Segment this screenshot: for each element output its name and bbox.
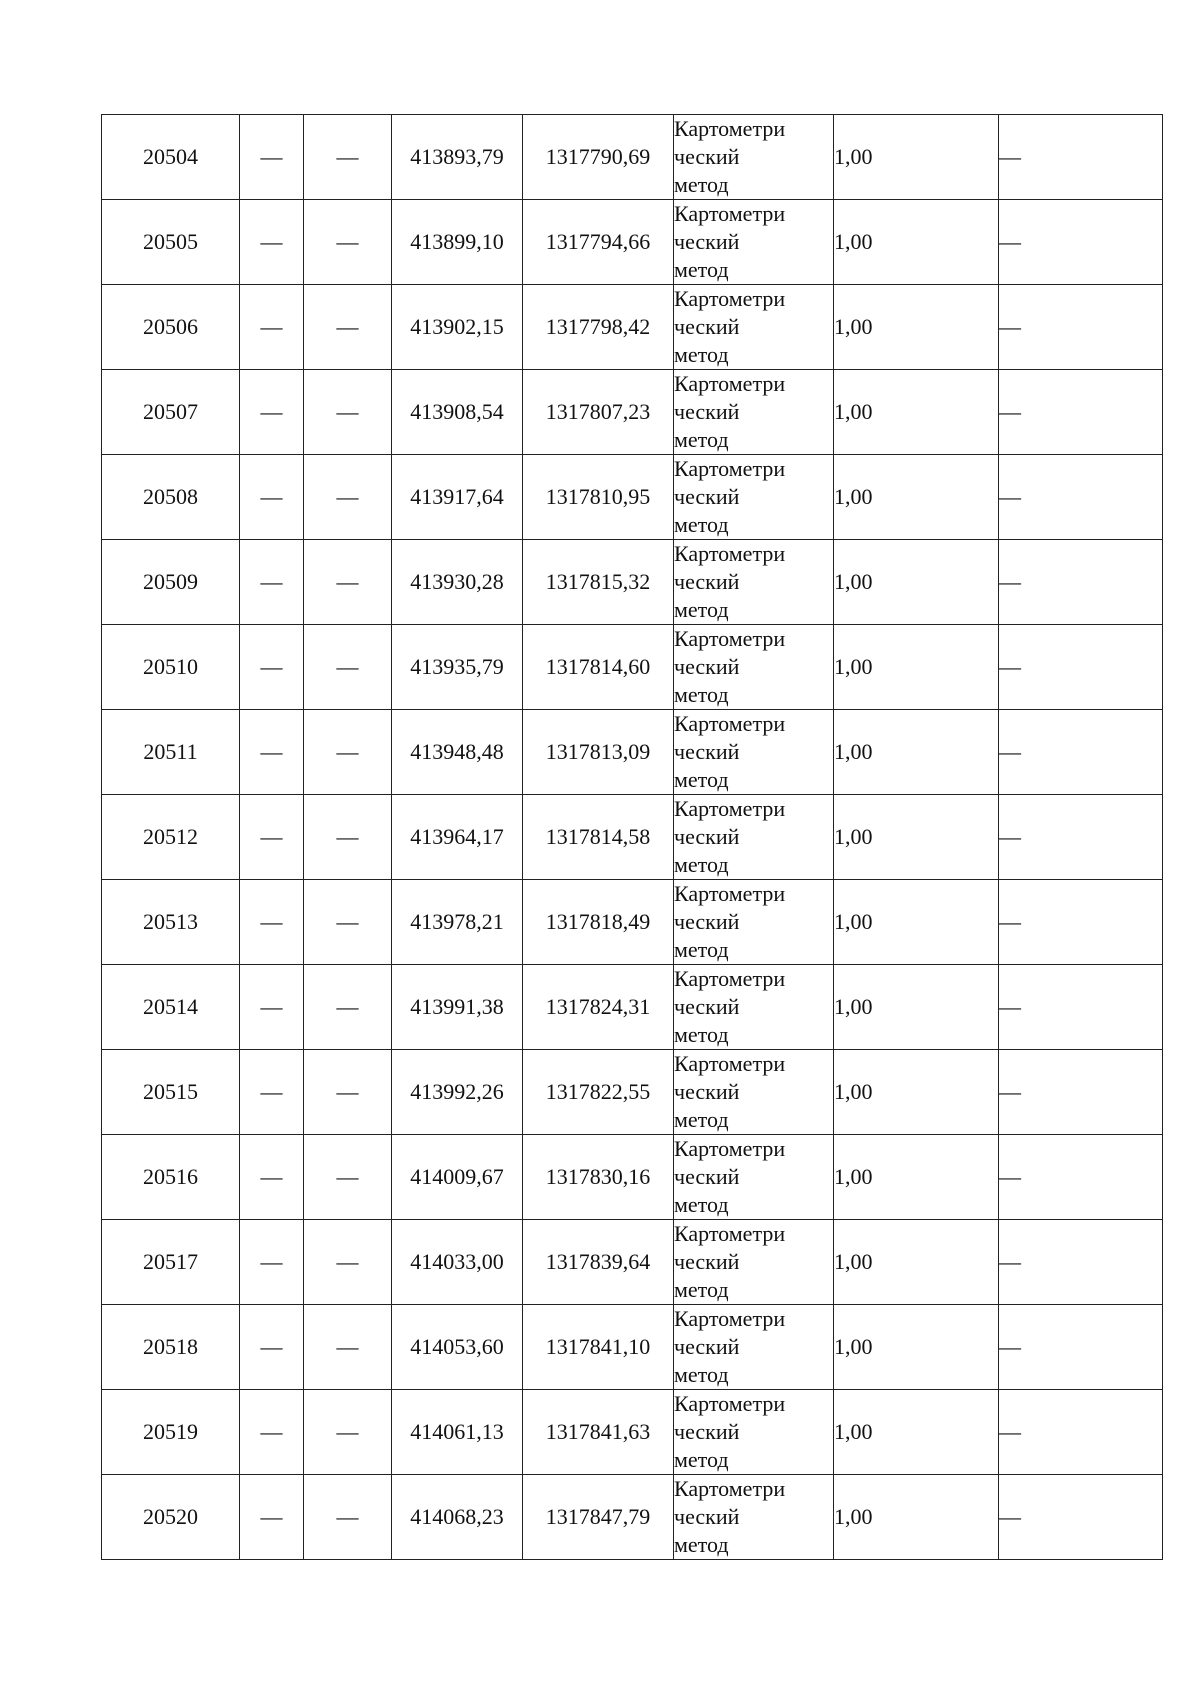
old-y-cell: — [304,1305,392,1390]
table-row [102,880,1163,965]
table-row [102,115,1163,200]
old-y-cell: — [304,625,392,710]
old-y-cell: — [304,455,392,540]
old-y-cell: — [304,1220,392,1305]
method-text: Картометри ческий метод [674,1306,786,1387]
x-coordinate-cell: 413991,38 [392,965,523,1050]
method-text: Картометри ческий метод [674,286,786,367]
accuracy-cell: 1,00 [834,1475,999,1560]
method-cell [674,285,834,370]
accuracy-cell: 1,00 [834,1220,999,1305]
y-coordinate-cell: 1317807,23 [523,370,674,455]
x-coordinate-cell: 413978,21 [392,880,523,965]
old-x-cell: — [240,1475,304,1560]
description-cell: — [999,710,1163,795]
old-x-cell: — [240,1135,304,1220]
description-cell: — [999,795,1163,880]
old-x-cell: — [240,1305,304,1390]
y-coordinate-cell: 1317814,58 [523,795,674,880]
accuracy-cell: 1,00 [834,285,999,370]
old-y-cell: — [304,1475,392,1560]
method-text: Картометри ческий метод [674,1221,786,1302]
y-coordinate-cell: 1317841,63 [523,1390,674,1475]
table-row [102,795,1163,880]
method-text: Картометри ческий метод [674,881,786,962]
description-cell: — [999,1475,1163,1560]
point-number-cell: 20513 [102,880,240,965]
accuracy-cell: 1,00 [834,370,999,455]
point-number-cell: 20507 [102,370,240,455]
table-row [102,285,1163,370]
table-row [102,455,1163,540]
point-number-cell: 20512 [102,795,240,880]
method-text: Картометри ческий метод [674,711,786,792]
accuracy-cell: 1,00 [834,625,999,710]
point-number-cell: 20505 [102,200,240,285]
old-y-cell: — [304,370,392,455]
description-cell: — [999,1390,1163,1475]
method-text: Картометри ческий метод [674,1051,786,1132]
method-cell [674,1050,834,1135]
point-number-cell: 20517 [102,1220,240,1305]
method-cell [674,710,834,795]
method-cell [674,370,834,455]
description-cell: — [999,965,1163,1050]
table-row [102,625,1163,710]
x-coordinate-cell: 414061,13 [392,1390,523,1475]
method-cell [674,1475,834,1560]
old-x-cell: — [240,1220,304,1305]
accuracy-cell: 1,00 [834,965,999,1050]
y-coordinate-cell: 1317813,09 [523,710,674,795]
old-y-cell: — [304,115,392,200]
method-cell [674,540,834,625]
x-coordinate-cell: 413902,15 [392,285,523,370]
table-row [102,1220,1163,1305]
point-number-cell: 20515 [102,1050,240,1135]
old-y-cell: — [304,710,392,795]
point-number-cell: 20519 [102,1390,240,1475]
method-cell [674,115,834,200]
table-row [102,200,1163,285]
table-row [102,965,1163,1050]
table-row [102,370,1163,455]
point-number-cell: 20510 [102,625,240,710]
old-y-cell: — [304,1135,392,1220]
y-coordinate-cell: 1317818,49 [523,880,674,965]
description-cell: — [999,1050,1163,1135]
old-x-cell: — [240,200,304,285]
point-number-cell: 20504 [102,115,240,200]
accuracy-cell: 1,00 [834,710,999,795]
y-coordinate-cell: 1317814,60 [523,625,674,710]
description-cell: — [999,625,1163,710]
old-y-cell: — [304,795,392,880]
x-coordinate-cell: 414053,60 [392,1305,523,1390]
method-text: Картометри ческий метод [674,1391,786,1472]
old-y-cell: — [304,1050,392,1135]
description-cell: — [999,285,1163,370]
accuracy-cell: 1,00 [834,1305,999,1390]
description-cell: — [999,1220,1163,1305]
y-coordinate-cell: 1317841,10 [523,1305,674,1390]
x-coordinate-cell: 413948,48 [392,710,523,795]
x-coordinate-cell: 413899,10 [392,200,523,285]
x-coordinate-cell: 414009,67 [392,1135,523,1220]
x-coordinate-cell: 413908,54 [392,370,523,455]
x-coordinate-cell: 413930,28 [392,540,523,625]
accuracy-cell: 1,00 [834,880,999,965]
table-row [102,540,1163,625]
old-x-cell: — [240,370,304,455]
description-cell: — [999,115,1163,200]
y-coordinate-cell: 1317824,31 [523,965,674,1050]
coordinates-table [101,114,1163,1560]
x-coordinate-cell: 414068,23 [392,1475,523,1560]
method-cell [674,965,834,1050]
accuracy-cell: 1,00 [834,115,999,200]
old-x-cell: — [240,880,304,965]
y-coordinate-cell: 1317830,16 [523,1135,674,1220]
method-text: Картометри ческий метод [674,541,786,622]
old-x-cell: — [240,710,304,795]
old-x-cell: — [240,1050,304,1135]
old-x-cell: — [240,1390,304,1475]
table-row [102,1050,1163,1135]
x-coordinate-cell: 414033,00 [392,1220,523,1305]
y-coordinate-cell: 1317798,42 [523,285,674,370]
old-y-cell: — [304,880,392,965]
method-text: Картометри ческий метод [674,456,786,537]
description-cell: — [999,1135,1163,1220]
method-text: Картометри ческий метод [674,1136,786,1217]
accuracy-cell: 1,00 [834,1390,999,1475]
method-cell [674,625,834,710]
accuracy-cell: 1,00 [834,455,999,540]
table-row [102,1390,1163,1475]
y-coordinate-cell: 1317810,95 [523,455,674,540]
point-number-cell: 20518 [102,1305,240,1390]
y-coordinate-cell: 1317794,66 [523,200,674,285]
y-coordinate-cell: 1317790,69 [523,115,674,200]
method-cell [674,795,834,880]
method-cell [674,200,834,285]
method-text: Картометри ческий метод [674,116,786,197]
x-coordinate-cell: 413935,79 [392,625,523,710]
old-y-cell: — [304,200,392,285]
method-cell [674,1220,834,1305]
old-y-cell: — [304,285,392,370]
point-number-cell: 20514 [102,965,240,1050]
method-cell [674,1305,834,1390]
method-text: Картометри ческий метод [674,796,786,877]
method-cell [674,1135,834,1220]
x-coordinate-cell: 413917,64 [392,455,523,540]
description-cell: — [999,200,1163,285]
method-text: Картометри ческий метод [674,966,786,1047]
method-cell [674,880,834,965]
accuracy-cell: 1,00 [834,1050,999,1135]
accuracy-cell: 1,00 [834,200,999,285]
description-cell: — [999,540,1163,625]
old-x-cell: — [240,285,304,370]
old-x-cell: — [240,965,304,1050]
accuracy-cell: 1,00 [834,1135,999,1220]
method-cell [674,1390,834,1475]
table-row [102,1305,1163,1390]
description-cell: — [999,370,1163,455]
point-number-cell: 20508 [102,455,240,540]
accuracy-cell: 1,00 [834,540,999,625]
y-coordinate-cell: 1317815,32 [523,540,674,625]
table-row [102,1135,1163,1220]
old-y-cell: — [304,965,392,1050]
old-y-cell: — [304,540,392,625]
point-number-cell: 20516 [102,1135,240,1220]
point-number-cell: 20509 [102,540,240,625]
old-x-cell: — [240,115,304,200]
x-coordinate-cell: 413992,26 [392,1050,523,1135]
old-y-cell: — [304,1390,392,1475]
method-text: Картометри ческий метод [674,626,786,707]
y-coordinate-cell: 1317822,55 [523,1050,674,1135]
table-row [102,710,1163,795]
x-coordinate-cell: 413893,79 [392,115,523,200]
method-cell [674,455,834,540]
table-body [102,115,1163,1560]
method-text: Картометри ческий метод [674,1476,786,1557]
point-number-cell: 20511 [102,710,240,795]
table-row [102,1475,1163,1560]
method-text: Картометри ческий метод [674,201,786,282]
old-x-cell: — [240,795,304,880]
description-cell: — [999,455,1163,540]
old-x-cell: — [240,455,304,540]
point-number-cell: 20520 [102,1475,240,1560]
accuracy-cell: 1,00 [834,795,999,880]
y-coordinate-cell: 1317847,79 [523,1475,674,1560]
x-coordinate-cell: 413964,17 [392,795,523,880]
description-cell: — [999,1305,1163,1390]
point-number-cell: 20506 [102,285,240,370]
old-x-cell: — [240,625,304,710]
description-cell: — [999,880,1163,965]
method-text: Картометри ческий метод [674,371,786,452]
old-x-cell: — [240,540,304,625]
y-coordinate-cell: 1317839,64 [523,1220,674,1305]
